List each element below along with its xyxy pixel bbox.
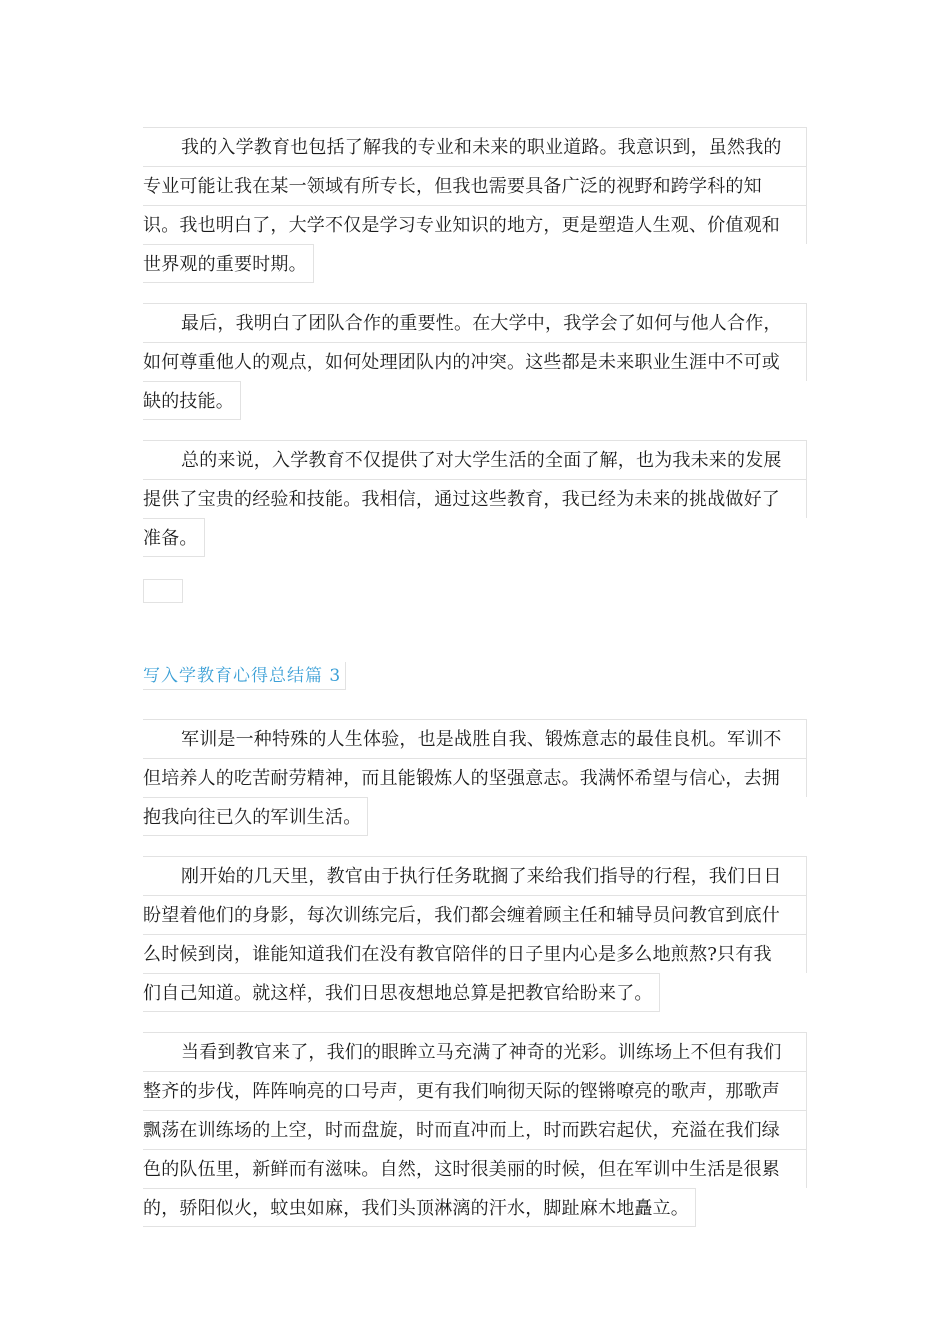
- text-line: 总的来说，入学教育不仅提供了对大学生活的全面了解，也为我未来的发展: [143, 440, 807, 479]
- text-line: 如何尊重他人的观点，如何处理团队内的冲突。这些都是未来职业生涯中不可或: [143, 342, 807, 381]
- text-line: 整齐的步伐，阵阵响亮的口号声，更有我们响彻天际的铿锵嘹亮的歌声，那歌声: [143, 1071, 807, 1110]
- text-line: 准备。: [143, 518, 205, 557]
- empty-text-box: [143, 579, 183, 603]
- text-line: 色的队伍里，新鲜而有滋味。自然，这时很美丽的时候，但在军训中生活是很累: [143, 1149, 807, 1188]
- text-line: 当看到教官来了，我们的眼眸立马充满了神奇的光彩。训练场上不但有我们: [143, 1032, 807, 1071]
- paragraph-major-career: [143, 127, 807, 287]
- text-line: 么时候到岗，谁能知道我们在没有教官陪伴的日子里内心是多么地煎熬?只有我: [143, 934, 807, 973]
- text-line: 抱我向往已久的军训生活。: [143, 797, 368, 836]
- text-line: 刚开始的几天里，教官由于执行任务耽搁了来给我们指导的行程，我们日日: [143, 856, 807, 895]
- text-line: 最后，我明白了团队合作的重要性。在大学中，我学会了如何与他人合作，: [143, 303, 807, 342]
- text-line: 缺的技能。: [143, 381, 241, 420]
- text-line: 盼望着他们的身影，每次训练完后，我们都会缠着顾主任和辅导员问教官到底什: [143, 895, 807, 934]
- paragraph-waiting-instructor: [143, 856, 807, 1016]
- text-line: 军训是一种特殊的人生体验，也是战胜自我、锻炼意志的最佳良机。军训不: [143, 719, 807, 758]
- paragraph-military-training: [143, 719, 807, 840]
- text-line: 们自己知道。就这样，我们日思夜想地总算是把教官给盼来了。: [143, 973, 660, 1012]
- text-line: 识。我也明白了，大学不仅是学习专业知识的地方，更是塑造人生观、价值观和: [143, 205, 807, 244]
- text-line: 我的入学教育也包括了解我的专业和未来的职业道路。我意识到，虽然我的: [143, 127, 807, 166]
- paragraph-teamwork: [143, 303, 807, 424]
- text-line: 提供了宝贵的经验和技能。我相信，通过这些教育，我已经为未来的挑战做好了: [143, 479, 807, 518]
- paragraph-instructor-arrived: [143, 1032, 807, 1231]
- section-heading: 写入学教育心得总结篇 3: [143, 662, 346, 690]
- text-line: 但培养人的吃苦耐劳精神，而且能锻炼人的坚强意志。我满怀希望与信心，去拥: [143, 758, 807, 797]
- paragraph-summary: [143, 440, 807, 561]
- text-line: 的，骄阳似火，蚊虫如麻，我们头顶淋漓的汗水，脚趾麻木地矗立。: [143, 1188, 696, 1227]
- text-line: 专业可能让我在某一领域有所专长，但我也需要具备广泛的视野和跨学科的知: [143, 166, 807, 205]
- text-line: 飘荡在训练场的上空，时而盘旋，时而直冲而上，时而跌宕起伏，充溢在我们绿: [143, 1110, 807, 1149]
- text-line: 世界观的重要时期。: [143, 244, 314, 283]
